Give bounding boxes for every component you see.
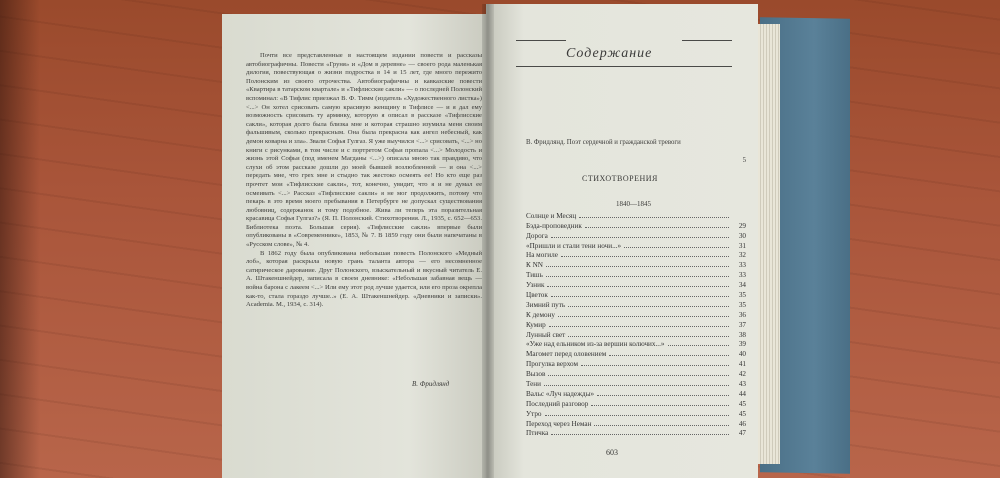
dot-leader (591, 405, 729, 406)
left-page-text (246, 52, 482, 310)
contents-entry (526, 329, 746, 339)
entry-title: Кумир (526, 320, 546, 329)
entry-title: Тени (526, 380, 541, 389)
entry-page: 33 (738, 271, 746, 280)
entry-title: Тишь (526, 271, 543, 280)
years-heading: 1840—1845 (616, 200, 651, 208)
entry-title: Магомет перед оловением (526, 350, 607, 359)
entry-title: Утро (526, 409, 542, 418)
entry-page: 46 (738, 419, 746, 428)
dot-leader (546, 276, 729, 277)
dot-leader (568, 336, 729, 337)
contents-entry (526, 210, 746, 220)
entry-title: Цветок (526, 291, 548, 300)
entry-page: 41 (738, 360, 746, 369)
entry-title: Лунный свет (526, 330, 566, 339)
dot-leader (668, 345, 730, 346)
entry-page: 45 (738, 399, 746, 408)
dot-leader (568, 306, 729, 307)
contents-entry (526, 388, 746, 398)
entry-page: 39 (738, 340, 746, 349)
dot-leader (581, 365, 729, 366)
entry-title: Вызов (526, 370, 546, 379)
dot-leader (547, 286, 729, 287)
dot-leader (594, 425, 729, 426)
contents-entry (526, 299, 746, 309)
dot-leader (546, 266, 729, 267)
entry-title: «Пришли и стали тени ночи...» (526, 241, 622, 250)
dot-leader (597, 395, 729, 396)
entry-page: 37 (738, 320, 746, 329)
contents-entry (526, 309, 746, 319)
entry-page: 29 (738, 221, 746, 230)
contents-entry (526, 408, 746, 418)
contents-entry (526, 230, 746, 240)
contents-entry (526, 378, 746, 388)
intro-entry-text: В. Фридлянд. Поэт сердечной и гражданской тревоги (526, 139, 681, 146)
intro-entry-page: 5 (742, 157, 746, 164)
contents-entry (526, 240, 746, 250)
entry-page: 33 (738, 261, 746, 270)
entry-page: 40 (738, 350, 746, 359)
contents-entry (526, 269, 746, 279)
entry-page: 43 (738, 380, 746, 389)
dot-leader (609, 355, 729, 356)
dot-leader (624, 247, 729, 248)
entry-title: Бэда-проповедник (526, 221, 582, 230)
contents-title: Содержание (566, 46, 653, 61)
contents-entry (526, 348, 746, 358)
intro-entry (526, 138, 746, 164)
dot-leader (551, 296, 729, 297)
entry-page: 45 (738, 409, 746, 418)
contents-entry (526, 259, 746, 269)
book-gutter (482, 4, 494, 478)
entry-title: Солнце и Месяц (526, 211, 577, 220)
author-signature: В. Фридлянд (412, 380, 450, 388)
ornament-left (516, 40, 566, 41)
left-page (222, 14, 490, 478)
contents-entry (526, 279, 746, 289)
contents-entry (526, 250, 746, 260)
dot-leader (549, 326, 729, 327)
entry-page: 47 (738, 429, 746, 438)
entry-title: Узник (526, 281, 545, 290)
contents-entry (526, 368, 746, 378)
contents-entry (526, 339, 746, 349)
dot-leader (551, 237, 729, 238)
contents-entry (526, 358, 746, 368)
entry-title: На могиле (526, 251, 558, 260)
dot-leader (579, 217, 729, 218)
entry-page: 36 (738, 310, 746, 319)
entry-title: «Уже над ельником из-за вершин колючих...» (526, 340, 665, 349)
dot-leader (545, 415, 729, 416)
contents-list (526, 210, 746, 437)
page-number: 603 (606, 448, 618, 457)
entry-title: Зимний путь (526, 300, 566, 309)
entry-title: Птичка (526, 429, 549, 438)
entry-page: 32 (738, 251, 746, 260)
dot-leader (548, 375, 729, 376)
dot-leader (585, 227, 729, 228)
contents-entry (526, 319, 746, 329)
entry-title: К NN (526, 261, 543, 270)
section-heading: СТИХОТВОРЕНИЯ (582, 174, 658, 183)
contents-entry (526, 398, 746, 408)
dot-leader (544, 385, 729, 386)
dot-leader (558, 316, 729, 317)
paragraph-2: В 1862 году была опубликована небольшая повесть Полонского «Медный лоб», которая раскрыла новую грань таланта автора — его несомненное сатирическое дарование. Друг Полонского, взыскательный и вкусный читатель Е. А. Штакеншнейдер, записала в своем дневнике: «Небольшая забавная вещь — война барона с лакеем <...> Или ему этот род лучше удается, или его проза окрепла как-то, стала гораздо лучше..» (Е. А. Штакеншнейдер. «Дневники и записки». Academia. М., 1934, с. 314). (246, 249, 482, 309)
entry-page: 35 (738, 300, 746, 309)
contents-entry (526, 428, 746, 438)
dot-leader (561, 256, 729, 257)
entry-title: Последний разговор (526, 399, 589, 408)
entry-page: 44 (738, 389, 746, 398)
contents-entry (526, 289, 746, 299)
entry-page: 42 (738, 370, 746, 379)
contents-entry (526, 220, 746, 230)
ornament-right (682, 40, 732, 41)
entry-title: Дорога (526, 231, 548, 240)
entry-title: Вальс «Луч надежды» (526, 389, 595, 398)
entry-page: 35 (738, 291, 746, 300)
right-page (486, 4, 758, 478)
contents-entry (526, 418, 746, 428)
dot-leader (551, 434, 729, 435)
entry-page: 34 (738, 281, 746, 290)
paragraph-1: Почти все представленные в настоящем издании повести и рассказы автобиографичны. Повести «Груня» и «Дом в деревне» — своего рода маленькая дилогия, повествующая о жизни подростка в 14 и 15 лет, где много пережито Полонским из своего отрочества. Автобиографичны и кавказские повести «Квартира в татарском квартале» и «Тифлисские сакли» — о последней Полонский вспоминал: «В Тифлис приезжал В. Ф. Тимм (издатель «Художественного листка») <...> Он хотел срисовать самую красивую женщину в Тифлисе — и я дал ему возможность срисовать ту армянку, которую я описал в рассказе «Тифлисские сакли», которая долго была близка мне и которая страшно изумила меня своим фальшивым, сколько прекрасным. Она была прекрасна как ангел небесный, как демон коварна и зла». Звали Софья Гулгаз. Я уже выучился <...> срисовать, <...> но книги с рисунками, в том числе и с портретом Софьи пропала <...> Молодость и жизнь этой Софьи (под именем Магданы <...>) описала мною так правдиво, что слухи об этом рассказе дошли до моей бывшей возлюбленной — и она <...> передать мне, что грех мне и стыдно так жестоко осмеять ее! Но кто еще раз прочтет мои «Тифлисские сакли», тот, конечно, увидит, что я и не думал ее осмеивать <...> Рассказ «Тифлисские сакли» я не мог продолжить, потому что пекарь в это время моего пребывания в Петербурге не допускал существования любовниц, содержанок и тому подобное. Жива ли теперь эта поразительная красавица Софья Гулгаз?» (Я. П. Полонский. Стихотворения. Л., 1935, с. 652—653. Библиотека поэта. Большая серия). «Тифлисские сакли» впервые были опубликованы в «Современнике», 1853, № 7. В 1859 году они были напечатаны в «Русском слове», № 4. (246, 52, 482, 249)
entry-title: Прогулка верхом (526, 360, 579, 369)
entry-page: 31 (738, 241, 746, 250)
entry-page: 30 (738, 231, 746, 240)
title-rule (516, 66, 732, 67)
entry-title: К демону (526, 310, 556, 319)
entry-title: Переход через Неман (526, 419, 592, 428)
entry-page: 38 (738, 330, 746, 339)
